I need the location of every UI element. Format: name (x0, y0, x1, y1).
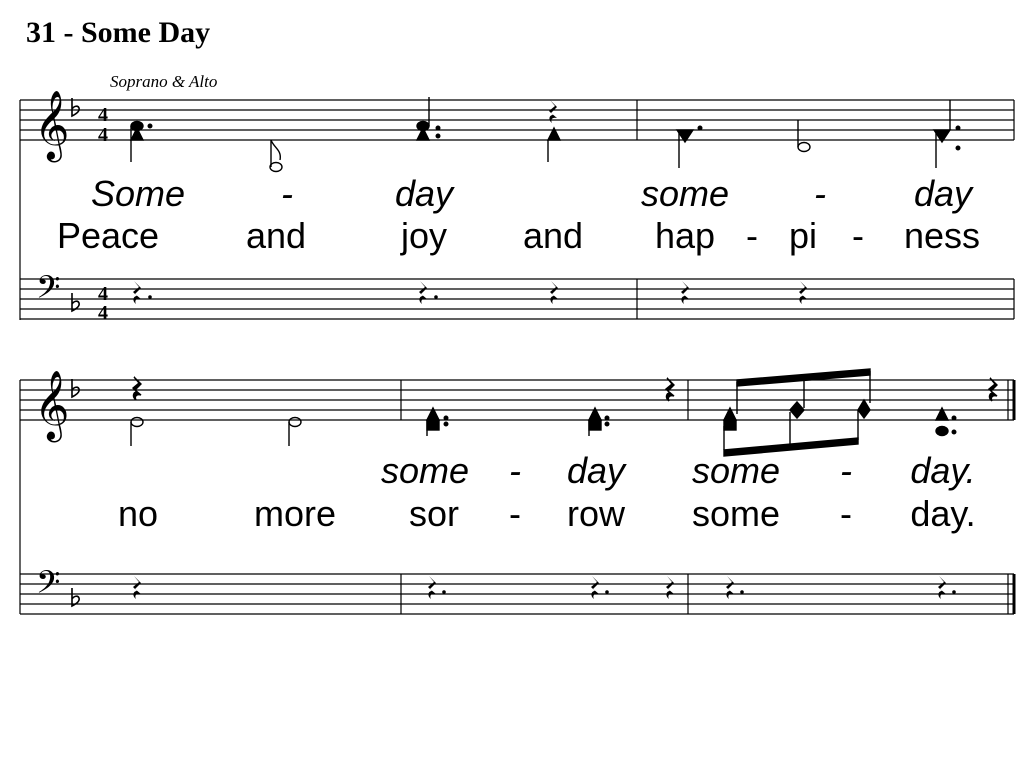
flat-icon (72, 98, 79, 116)
time-sig-top: 4 (98, 104, 108, 126)
lyric: and (245, 215, 307, 256)
time-sig-bottom: 4 (98, 124, 108, 146)
song-title: 31 - Some Day (26, 16, 211, 49)
lyric: - (746, 215, 758, 256)
lyric-italic: - (509, 450, 521, 491)
voice-label: Soprano & Alto (110, 72, 218, 91)
lyric: row (566, 493, 626, 534)
lyric-italic: some (380, 450, 470, 491)
lyric-italic: day (566, 450, 626, 491)
bass-clef-icon: 𝄢 (36, 564, 61, 608)
lyric: joy (400, 215, 448, 256)
lyric: - (840, 493, 852, 534)
treble-clef-icon: 𝄞 (34, 90, 70, 160)
notes-system-1 (131, 97, 960, 172)
lyric: Peace (56, 215, 160, 256)
lyric-italic: some (691, 450, 781, 491)
lyric-italic: day (394, 173, 454, 214)
lyric: ness (903, 215, 981, 256)
staff-bass-1 (20, 279, 1014, 319)
bass-rests-1 (133, 281, 807, 304)
lyric: day. (910, 493, 976, 534)
lyric-italic: - (814, 173, 826, 214)
lyric: - (509, 493, 521, 534)
lyric-italic: day. (910, 450, 976, 491)
staff-bass-2 (20, 574, 1014, 614)
lyric-italic: Some (90, 173, 186, 214)
treble-clef-icon: 𝄞 (34, 370, 70, 440)
lyric: more (253, 493, 337, 534)
time-sig-top: 4 (98, 283, 108, 305)
flat-icon (72, 588, 79, 606)
lyric-italic: - (281, 173, 293, 214)
notes-system-2 (131, 369, 997, 456)
lyric: no (117, 493, 159, 534)
lyric: - (852, 215, 864, 256)
bass-rests-2 (133, 576, 956, 599)
lyric: pi (788, 215, 818, 256)
time-sig-bottom: 4 (98, 302, 108, 324)
lyric-italic: day (913, 173, 973, 214)
lyric: hap (654, 215, 716, 256)
lyric-italic: some (640, 173, 730, 214)
lyric: sor (408, 493, 460, 534)
lyric: and (522, 215, 584, 256)
flat-icon (72, 293, 79, 311)
flat-icon (72, 379, 79, 397)
lyric-italic: - (840, 450, 852, 491)
lyric: some (691, 493, 781, 534)
bass-clef-icon: 𝄢 (36, 269, 61, 313)
